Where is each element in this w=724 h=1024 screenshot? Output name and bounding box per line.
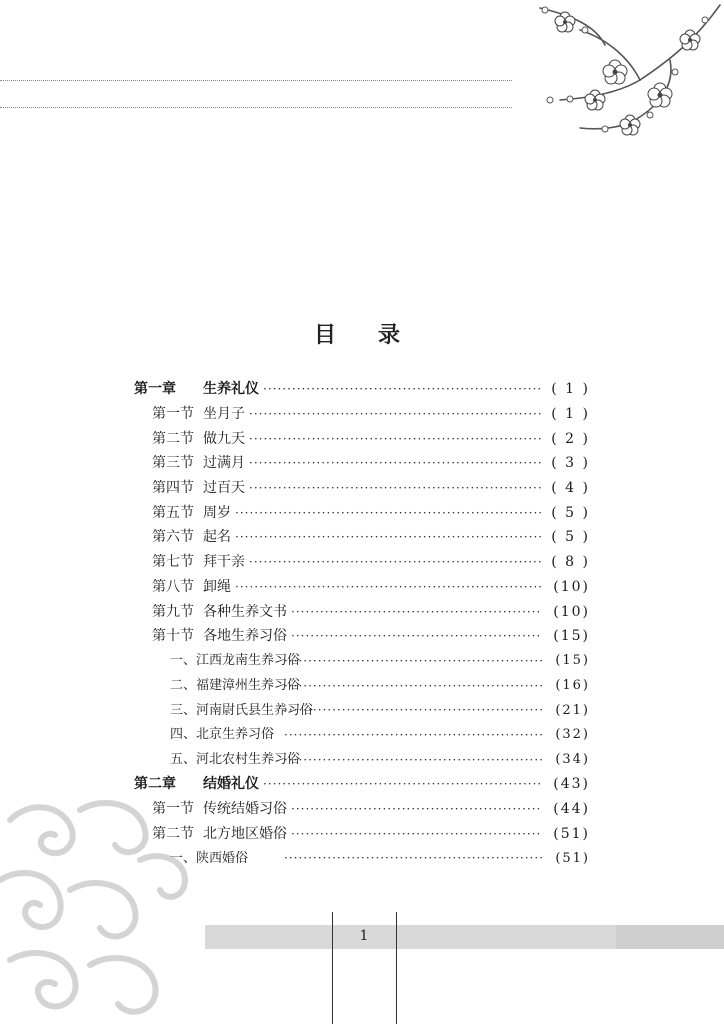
toc-dot-leader <box>235 581 542 593</box>
toc-dot-leader <box>235 507 542 519</box>
toc-entry-title: 一、陕西婚俗 <box>170 850 249 866</box>
toc-entry-number: 第一节 <box>152 406 194 423</box>
toc-entry-page: ( 1 ) <box>551 406 590 423</box>
table-of-contents <box>134 377 590 871</box>
footer-pattern-strip <box>616 925 724 949</box>
toc-entry[interactable] <box>134 525 590 550</box>
toc-dot-leader <box>291 630 542 642</box>
toc-entry-page: (44) <box>553 801 590 818</box>
toc-entry-title: 三、河南尉氏县生养习俗 <box>170 702 314 718</box>
toc-entry-number: 第二节 <box>152 430 194 447</box>
toc-entry[interactable] <box>134 476 590 501</box>
toc-entry-title: 坐月子 <box>203 406 245 423</box>
toc-entry-title: 拜干亲 <box>203 554 245 571</box>
toc-entry-title: 各种生养文书 <box>203 603 287 620</box>
toc-entry[interactable] <box>134 426 590 451</box>
toc-entry-title: 各地生养习俗 <box>203 628 287 645</box>
page-number: 1 <box>359 928 369 944</box>
toc-entry-title: 四、北京生养习俗 <box>170 727 275 743</box>
toc-entry-title: 传统结婚习俗 <box>203 801 287 818</box>
header-dotted-rule-top <box>0 80 512 81</box>
toc-entry-page: (21) <box>555 702 590 718</box>
toc-entry-page: ( 4 ) <box>551 480 590 497</box>
toc-entry-page: ( 5 ) <box>551 504 590 521</box>
toc-dot-leader <box>284 729 542 741</box>
toc-entry-page: ( 3 ) <box>551 455 590 472</box>
toc-entry-page: (10) <box>553 603 590 620</box>
toc-entry[interactable] <box>134 402 590 427</box>
toc-entry-title: 卸绳 <box>203 578 231 595</box>
toc-entry-number: 第二章 <box>134 776 176 793</box>
toc-dot-leader <box>263 778 542 790</box>
toc-dot-leader <box>249 457 542 469</box>
toc-entry-number: 第二节 <box>152 825 194 842</box>
toc-entry[interactable] <box>134 500 590 525</box>
toc-entry[interactable] <box>134 624 590 649</box>
toc-entry-page: (32) <box>555 727 590 743</box>
toc-entry[interactable] <box>134 821 590 846</box>
toc-entry-title: 生养礼仪 <box>203 381 259 398</box>
toc-dot-leader <box>291 803 542 815</box>
toc-entry-number: 第四节 <box>152 480 194 497</box>
toc-dot-leader <box>291 828 542 840</box>
toc-entry-page: (51) <box>555 850 590 866</box>
toc-entry-title: 起名 <box>203 529 231 546</box>
toc-entry-number: 第十节 <box>152 628 194 645</box>
toc-dot-leader <box>284 754 542 766</box>
toc-entry-page: ( 2 ) <box>551 430 590 447</box>
toc-dot-leader <box>291 606 542 618</box>
toc-entry[interactable] <box>134 599 590 624</box>
toc-entry[interactable] <box>134 747 590 772</box>
toc-dot-leader <box>249 433 542 445</box>
toc-dot-leader <box>284 852 542 864</box>
toc-entry[interactable] <box>134 649 590 674</box>
toc-entry-page: (34) <box>555 752 590 768</box>
toc-entry-page: ( 1 ) <box>551 381 590 398</box>
footer-divider-right <box>396 912 397 1024</box>
toc-entry[interactable] <box>134 797 590 822</box>
header-dotted-rule-bottom <box>0 107 512 108</box>
toc-dot-leader <box>235 531 542 543</box>
toc-entry-number: 第六节 <box>152 529 194 546</box>
toc-entry[interactable] <box>134 575 590 600</box>
toc-dot-leader <box>284 655 542 667</box>
toc-dot-leader <box>263 383 542 395</box>
toc-entry-page: (15) <box>553 628 590 645</box>
toc-dot-leader <box>249 556 542 568</box>
toc-entry-title: 周岁 <box>203 504 231 521</box>
toc-entry[interactable] <box>134 698 590 723</box>
toc-entry-page: ( 5 ) <box>551 529 590 546</box>
toc-entry[interactable] <box>134 673 590 698</box>
toc-entry-page: ( 8 ) <box>551 554 590 571</box>
toc-entry[interactable] <box>134 451 590 476</box>
toc-entry[interactable] <box>134 377 590 402</box>
toc-entry-page: (15) <box>555 653 590 669</box>
toc-entry-number: 第九节 <box>152 603 194 620</box>
toc-entry-page: (10) <box>553 578 590 595</box>
toc-entry-title: 一、江西龙南生养习俗 <box>170 653 301 669</box>
toc-entry-number: 第一章 <box>134 381 176 398</box>
plum-blossom-icon <box>510 0 724 150</box>
toc-entry-number: 第七节 <box>152 554 194 571</box>
toc-entry-title: 过百天 <box>203 480 245 497</box>
toc-entry-page: (16) <box>555 678 590 694</box>
toc-entry-title: 五、河北农村生养习俗 <box>170 752 301 768</box>
toc-entry[interactable] <box>134 772 590 797</box>
toc-entry[interactable] <box>134 723 590 748</box>
toc-entry-page: (43) <box>553 776 590 793</box>
toc-entry-number: 第五节 <box>152 504 194 521</box>
toc-entry-number: 第八节 <box>152 578 194 595</box>
toc-entry-number: 第一节 <box>152 801 194 818</box>
toc-entry-number: 第三节 <box>152 455 194 472</box>
toc-entry-title: 北方地区婚俗 <box>203 825 287 842</box>
toc-entry-title: 结婚礼仪 <box>203 776 259 793</box>
toc-dot-leader <box>284 704 542 716</box>
toc-entry-title: 过满月 <box>203 455 245 472</box>
toc-entry-page: (51) <box>553 825 590 842</box>
toc-entry-title: 做九天 <box>203 430 245 447</box>
toc-entry[interactable] <box>134 550 590 575</box>
toc-title: 目 录 <box>313 322 410 348</box>
toc-dot-leader <box>249 482 542 494</box>
toc-entry[interactable] <box>134 846 590 871</box>
toc-dot-leader <box>249 408 542 420</box>
toc-dot-leader <box>284 680 542 692</box>
toc-entry-title: 二、福建漳州生养习俗 <box>170 678 301 694</box>
